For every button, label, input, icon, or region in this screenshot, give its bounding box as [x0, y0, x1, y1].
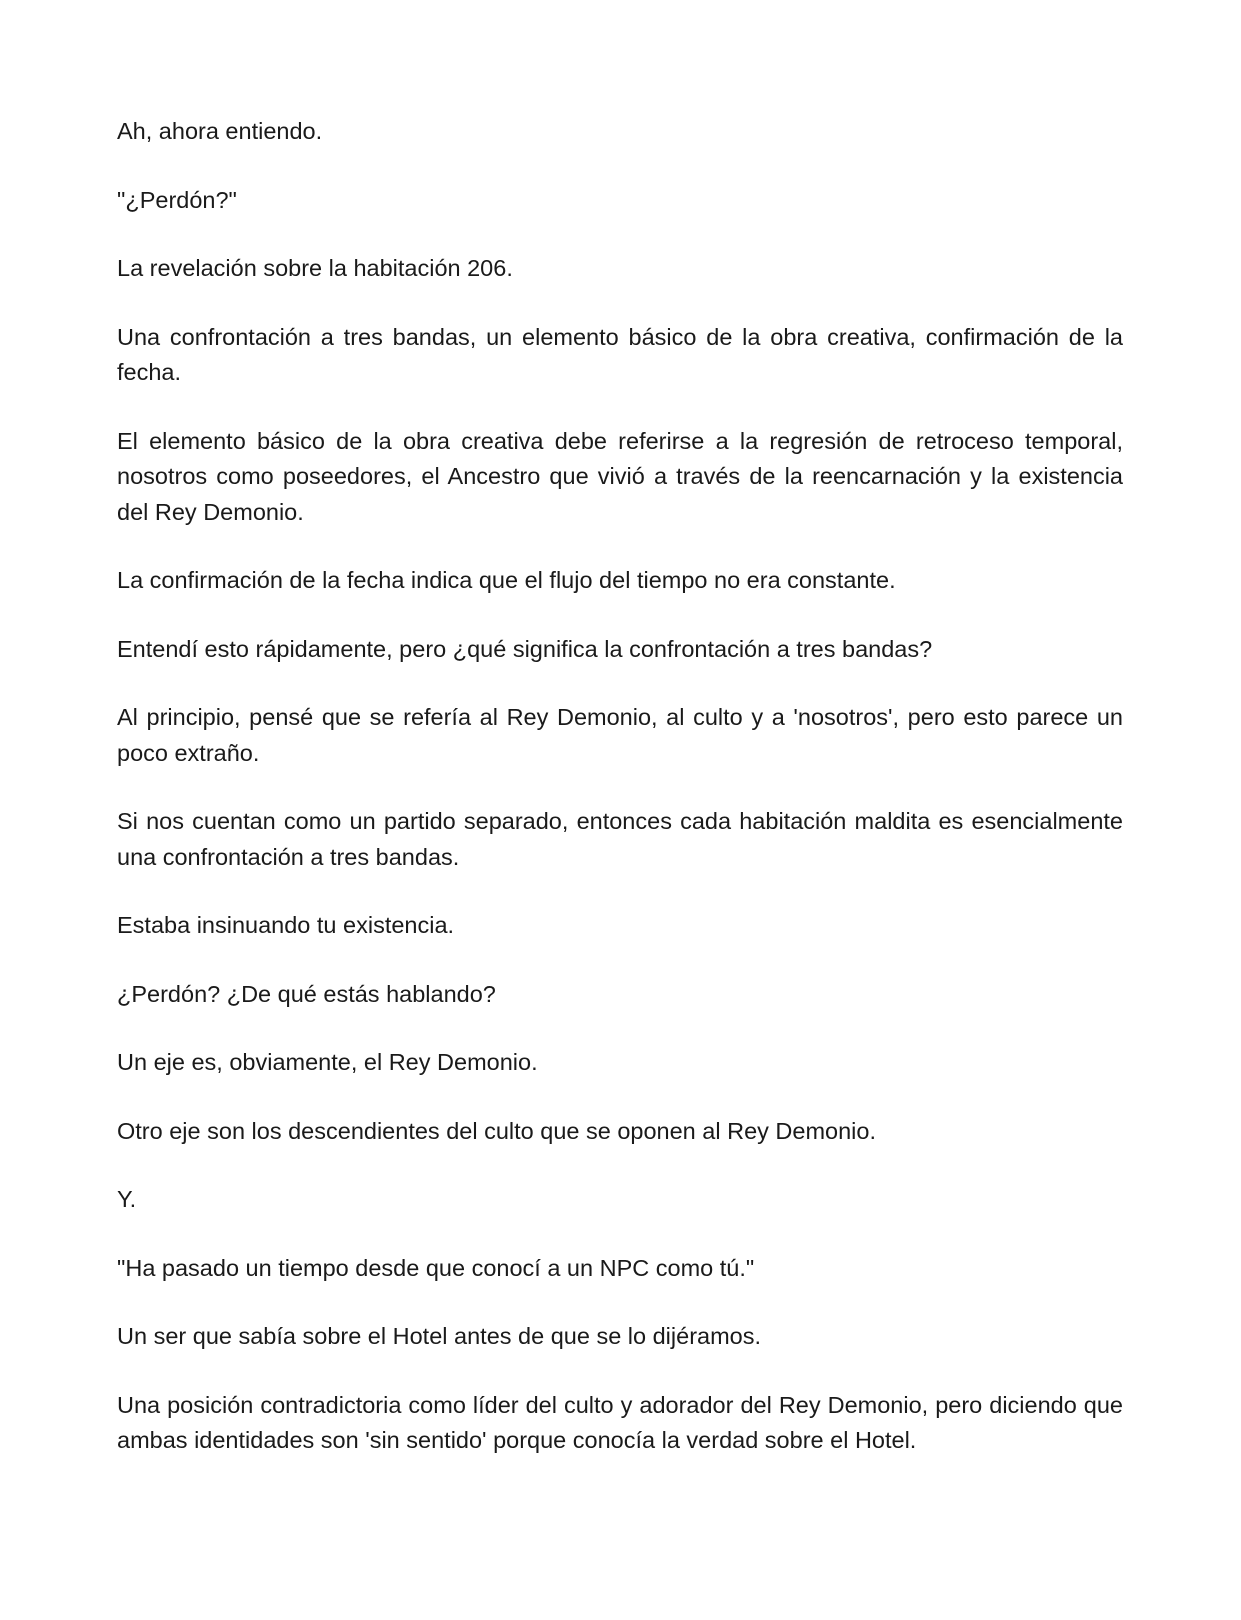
- paragraph-7: Entendí esto rápidamente, pero ¿qué significa la confrontación a tres bandas?: [117, 635, 933, 662]
- paragraph-2: "¿Perdón?": [117, 186, 237, 213]
- paragraph-4: Una confrontación a tres bandas, un elemento básico de la obra creativa, confirmación de la fecha.: [117, 323, 1123, 385]
- paragraph-14: Y.: [117, 1186, 137, 1212]
- paragraph-8: Al principio, pensé que se refería al Rey Demonio, al culto y a 'nosotros', pero esto parece un poco extraño.: [117, 704, 1123, 766]
- paragraph-13: Otro eje son los descendientes del culto que se oponen al Rey Demonio.: [117, 1117, 876, 1144]
- document-body: [117, 114, 1123, 1459]
- paragraph-17: Una posición contradictoria como líder del culto y adorador del Rey Demonio, pero diciendo que ambas identidades son 'sin sentido' porque conocía la verdad sobre el Hotel.: [117, 1391, 1123, 1453]
- paragraph-1: Ah, ahora entiendo.: [117, 118, 323, 144]
- paragraph-6: La confirmación de la fecha indica que el flujo del tiempo no era constante.: [117, 567, 896, 593]
- paragraph-3: La revelación sobre la habitación 206.: [117, 255, 513, 281]
- paragraph-11: ¿Perdón? ¿De qué estás hablando?: [117, 980, 496, 1007]
- paragraph-15: "Ha pasado un tiempo desde que conocí a un NPC como tú.": [117, 1254, 755, 1281]
- paragraph-9: Si nos cuentan como un partido separado, entonces cada habitación maldita es esencialmente una confrontación a tres bandas.: [117, 808, 1123, 870]
- paragraph-10: Estaba insinuando tu existencia.: [117, 912, 455, 938]
- paragraph-5: El elemento básico de la obra creativa debe referirse a la regresión de retroceso temporal, nosotros como poseedores, el Ancestro que vivió a través de la reencarnación y la existencia del Rey Demonio.: [117, 427, 1123, 525]
- paragraph-16: Un ser que sabía sobre el Hotel antes de que se lo dijéramos.: [117, 1323, 762, 1349]
- paragraph-12: Un eje es, obviamente, el Rey Demonio.: [117, 1049, 538, 1075]
